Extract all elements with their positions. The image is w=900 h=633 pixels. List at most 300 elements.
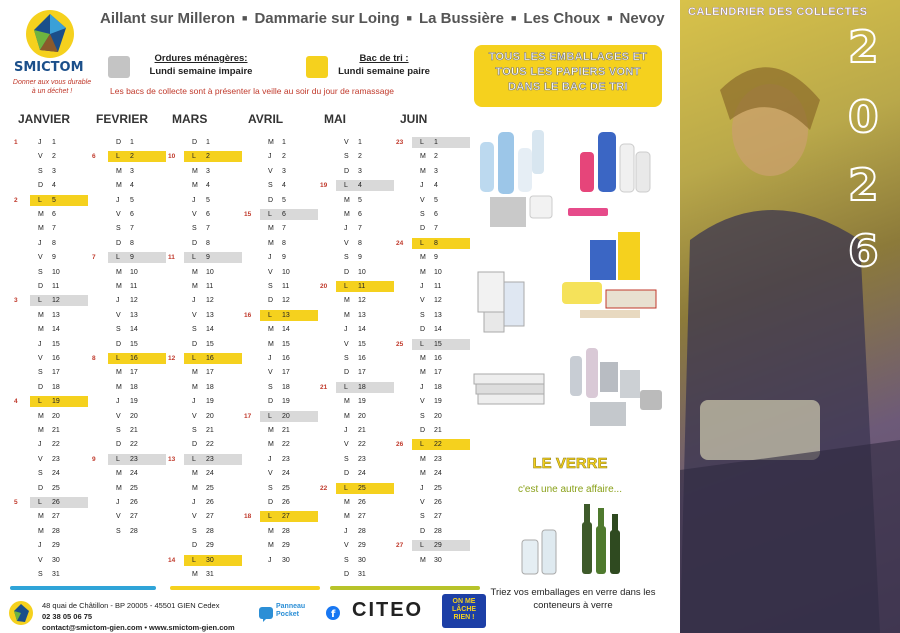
week-number: 20 (320, 283, 328, 290)
calendar-day (396, 511, 472, 522)
day-cell (412, 195, 470, 206)
calendar-day (320, 180, 396, 191)
day-cell (260, 468, 318, 479)
collection-note: Les bacs de collecte sont à présenter la veille au soir du jour de ramassage (110, 86, 394, 96)
day-letter: J (38, 340, 42, 348)
day-number: 28 (130, 527, 138, 535)
day-letter: J (268, 254, 272, 262)
day-number: 9 (206, 254, 210, 262)
calendar-day (320, 324, 396, 335)
day-letter: M (344, 297, 350, 305)
calendar-day (168, 137, 244, 148)
day-number: 3 (130, 167, 134, 175)
week-number: 1 (14, 139, 18, 146)
calendar-day (396, 411, 472, 422)
day-cell (184, 238, 242, 249)
day-cell (336, 569, 394, 580)
day-cell (336, 166, 394, 177)
day-letter: S (192, 427, 197, 434)
day-letter: V (268, 470, 273, 478)
day-letter: L (344, 484, 348, 492)
day-letter: S (116, 326, 121, 334)
week-number: 17 (244, 412, 252, 420)
town-name: La Bussière (418, 10, 504, 27)
day-letter: M (192, 167, 198, 175)
day-letter: V (38, 153, 43, 161)
day-number: 17 (434, 369, 442, 377)
footer-bar-blue (10, 586, 156, 590)
day-letter: D (116, 139, 122, 146)
day-letter: L (420, 239, 424, 247)
year-digit: 6 (848, 226, 879, 277)
day-number: 6 (434, 211, 438, 218)
day-letter: M (38, 412, 44, 420)
day-cell (108, 468, 166, 479)
calendar-day (244, 555, 320, 566)
smictom-logo-icon (20, 6, 80, 62)
day-letter: V (420, 297, 425, 305)
facebook-icon[interactable] (326, 606, 340, 620)
town-name: Nevoy (619, 10, 665, 27)
calendar-day (92, 295, 168, 306)
day-number: 25 (206, 484, 214, 492)
day-number: 26 (282, 499, 290, 506)
calendar-day (92, 411, 168, 422)
day-number: 22 (434, 441, 442, 449)
calendar-day (320, 339, 396, 350)
day-cell (260, 339, 318, 350)
day-letter: D (192, 441, 198, 449)
calendar-day (14, 166, 90, 177)
calendar-day (168, 483, 244, 494)
week-number: 26 (396, 441, 404, 449)
day-cell (336, 439, 394, 450)
day-letter: D (268, 196, 274, 204)
day-letter: M (38, 326, 44, 334)
day-cell (30, 382, 88, 393)
legend-om-title: Ordures ménagères: (154, 53, 248, 64)
panneau-pocket-icon[interactable] (258, 606, 274, 622)
day-letter: S (420, 311, 425, 319)
day-number: 19 (206, 398, 214, 406)
day-number: 30 (358, 556, 366, 564)
day-number: 2 (52, 153, 56, 161)
day-number: 18 (358, 383, 366, 391)
day-number: 14 (282, 326, 290, 334)
day-number: 27 (130, 513, 138, 521)
calendar-day (92, 238, 168, 249)
calendar-day (92, 382, 168, 393)
day-letter: M (344, 398, 350, 406)
day-letter: V (38, 455, 43, 463)
day-letter: M (192, 268, 198, 276)
panneau-pocket-label[interactable]: Panneau Pocket (276, 603, 306, 618)
calendar-day (14, 238, 90, 249)
day-letter: M (420, 369, 426, 377)
day-number: 18 (434, 383, 442, 391)
day-number: 8 (434, 239, 438, 247)
day-number: 8 (130, 239, 134, 247)
day-number: 17 (206, 369, 214, 377)
day-number: 12 (130, 297, 138, 305)
day-cell (336, 223, 394, 234)
day-cell (336, 310, 394, 321)
day-number: 4 (52, 182, 56, 190)
day-letter: S (268, 182, 273, 190)
calendar-day (244, 367, 320, 378)
day-letter: V (116, 211, 121, 218)
month-header-mai: MAI (324, 112, 346, 126)
day-cell (412, 526, 470, 537)
day-cell (336, 511, 394, 522)
day-number: 31 (52, 571, 60, 578)
day-cell (260, 166, 318, 177)
day-cell (336, 267, 394, 278)
day-cell (412, 382, 470, 393)
day-number: 26 (52, 499, 60, 506)
calendar-day (92, 454, 168, 465)
day-cell (108, 295, 166, 306)
day-letter: M (192, 470, 198, 478)
day-letter: M (344, 311, 350, 319)
day-cell (336, 411, 394, 422)
day-letter: S (192, 527, 197, 535)
day-number: 14 (358, 326, 366, 334)
day-number: 13 (358, 311, 366, 319)
week-number: 24 (396, 239, 404, 247)
day-cell (30, 511, 88, 522)
day-letter: V (344, 441, 349, 449)
day-number: 17 (52, 369, 60, 377)
day-cell (108, 137, 166, 148)
day-number: 9 (52, 254, 56, 262)
day-letter: D (38, 383, 44, 391)
day-cell (184, 367, 242, 378)
day-letter: J (38, 239, 42, 247)
day-cell (336, 425, 394, 436)
calendar-day (168, 339, 244, 350)
day-cell (260, 540, 318, 551)
day-letter: M (420, 268, 426, 276)
calendar-day (244, 526, 320, 537)
day-number: 17 (358, 369, 366, 377)
calendar-day (396, 238, 472, 249)
day-number: 27 (206, 513, 214, 521)
svg-text:f: f (331, 609, 336, 620)
day-letter: M (268, 542, 274, 550)
calendar-day (14, 411, 90, 422)
calendar-day (92, 339, 168, 350)
day-number: 25 (52, 484, 60, 492)
day-number: 4 (282, 182, 286, 190)
calendar-day (396, 367, 472, 378)
day-number: 23 (282, 455, 290, 463)
calendar-day (320, 497, 396, 508)
day-number: 23 (130, 455, 138, 463)
month-header-juin: JUIN (400, 112, 428, 126)
calendar-day (396, 295, 472, 306)
week-number: 18 (244, 513, 252, 521)
day-letter: S (192, 326, 197, 334)
calendar-day (396, 195, 472, 206)
day-cell (184, 267, 242, 278)
week-number: 14 (168, 556, 176, 564)
calendar-day (320, 483, 396, 494)
day-number: 21 (206, 427, 214, 434)
day-letter: D (344, 268, 350, 276)
week-number: 10 (168, 153, 176, 161)
calendar-day (14, 540, 90, 551)
day-number: 5 (206, 196, 210, 204)
day-cell (30, 540, 88, 551)
day-letter: L (192, 556, 196, 564)
day-letter: V (192, 211, 197, 218)
calendar-title: CALENDRIER DES COLLECTES (688, 6, 868, 18)
day-letter: M (268, 527, 274, 535)
calendar-day (244, 151, 320, 162)
calendar-day (244, 483, 320, 494)
day-cell (336, 295, 394, 306)
calendar-day (320, 367, 396, 378)
day-number: 28 (206, 527, 214, 535)
calendar-day (92, 353, 168, 364)
day-letter: L (38, 499, 42, 506)
day-number: 24 (52, 470, 60, 478)
tri-collection-marker (412, 439, 470, 450)
calendar-day (320, 454, 396, 465)
day-number: 7 (206, 225, 210, 233)
day-cell (184, 540, 242, 551)
day-cell (30, 238, 88, 249)
day-cell (108, 223, 166, 234)
calendar-day (244, 238, 320, 249)
day-letter: L (268, 412, 272, 420)
calendar-day (14, 324, 90, 335)
calendar-day (396, 252, 472, 263)
day-letter: M (116, 484, 122, 492)
day-cell (336, 137, 394, 148)
day-cell (336, 396, 394, 407)
day-letter: L (268, 311, 272, 319)
day-cell (412, 483, 470, 494)
day-number: 16 (52, 355, 60, 362)
day-number: 2 (206, 153, 210, 161)
day-number: 10 (52, 268, 60, 276)
day-letter: J (420, 283, 424, 290)
calendar-day (14, 353, 90, 364)
calendar-day (14, 252, 90, 263)
calendar-day (244, 540, 320, 551)
day-letter: S (268, 383, 273, 391)
calendar-day (244, 339, 320, 350)
day-number: 3 (434, 167, 438, 175)
day-letter: J (38, 139, 42, 146)
day-letter: M (268, 340, 274, 348)
day-letter: V (116, 513, 121, 521)
day-letter: L (344, 182, 348, 190)
day-letter: V (344, 542, 349, 550)
calendar-day (320, 209, 396, 220)
day-number: 20 (206, 412, 214, 420)
day-cell (336, 540, 394, 551)
day-number: 10 (130, 268, 138, 276)
day-letter: M (116, 268, 122, 276)
year-digit: 2 (848, 22, 879, 73)
day-number: 8 (282, 239, 286, 247)
day-number: 21 (434, 427, 442, 434)
day-letter: J (38, 542, 42, 550)
day-cell (108, 439, 166, 450)
om-collection-marker (336, 180, 394, 191)
day-letter: L (344, 283, 348, 290)
calendar-day (92, 166, 168, 177)
day-cell (184, 310, 242, 321)
calendar-day (244, 223, 320, 234)
day-cell (30, 367, 88, 378)
day-letter: D (420, 225, 426, 233)
day-number: 23 (434, 455, 442, 463)
day-letter: M (344, 412, 350, 420)
calendar-day (396, 310, 472, 321)
day-letter: L (116, 254, 120, 262)
day-cell (412, 252, 470, 263)
day-cell (184, 295, 242, 306)
week-number: 13 (168, 455, 176, 463)
day-number: 5 (434, 196, 438, 204)
day-number: 26 (434, 499, 442, 506)
day-letter: J (420, 484, 424, 492)
day-letter: S (38, 369, 43, 377)
footer (8, 596, 488, 632)
day-number: 30 (434, 556, 442, 564)
tri-collection-marker (412, 238, 470, 249)
day-cell (260, 295, 318, 306)
calendar-day (14, 569, 90, 580)
day-letter: V (38, 254, 43, 262)
calendar-day (396, 353, 472, 364)
om-collection-marker (412, 137, 470, 148)
day-number: 28 (434, 527, 442, 535)
calendar-day (92, 209, 168, 220)
day-number: 7 (358, 225, 362, 233)
footer-phone[interactable]: 02 38 05 06 75 (42, 612, 93, 621)
tri-collection-marker (108, 353, 166, 364)
om-collection-marker (260, 411, 318, 422)
day-number: 3 (282, 167, 286, 175)
day-cell (30, 425, 88, 436)
day-letter: V (192, 513, 197, 521)
day-letter: D (268, 499, 274, 506)
calendar-day (320, 425, 396, 436)
calendar-day (396, 454, 472, 465)
calendar-day (14, 497, 90, 508)
calendar-day (92, 367, 168, 378)
day-letter: J (192, 398, 196, 406)
calendar-day (92, 310, 168, 321)
calendar-day (320, 137, 396, 148)
day-letter: M (192, 182, 198, 190)
day-letter: S (38, 167, 43, 175)
year-digit: 0 (848, 92, 879, 143)
calendar-day (168, 382, 244, 393)
day-number: 26 (206, 499, 214, 506)
day-cell (108, 411, 166, 422)
day-number: 12 (282, 297, 290, 305)
day-cell (184, 483, 242, 494)
day-number: 23 (358, 455, 366, 463)
day-cell (184, 195, 242, 206)
day-letter: M (268, 427, 274, 434)
calendar-day (168, 439, 244, 450)
day-number: 25 (130, 484, 138, 492)
day-cell (260, 382, 318, 393)
day-cell (260, 454, 318, 465)
day-cell (184, 209, 242, 220)
calendar-day (320, 151, 396, 162)
day-number: 13 (206, 311, 214, 319)
day-cell (260, 497, 318, 508)
day-cell (336, 497, 394, 508)
day-cell (260, 353, 318, 364)
footer-contact[interactable]: contact@smictom-gien.com • www.smictom-gien.com (42, 623, 235, 632)
calendar-day (396, 324, 472, 335)
day-number: 10 (358, 268, 366, 276)
calendar-day (92, 396, 168, 407)
om-collection-marker (108, 252, 166, 263)
day-cell (108, 483, 166, 494)
day-cell (108, 166, 166, 177)
day-number: 19 (358, 398, 366, 406)
tri-collection-marker (108, 151, 166, 162)
day-cell (108, 382, 166, 393)
calendar-day (14, 468, 90, 479)
day-letter: D (420, 427, 426, 434)
calendar-day (244, 324, 320, 335)
day-number: 1 (130, 139, 134, 146)
day-letter: M (268, 139, 274, 146)
om-collection-marker (184, 454, 242, 465)
calendar-day (320, 223, 396, 234)
day-cell (108, 238, 166, 249)
day-letter: L (420, 139, 424, 146)
day-cell (108, 511, 166, 522)
day-cell (184, 137, 242, 148)
day-number: 9 (282, 254, 286, 262)
smictom-small-logo-icon (8, 600, 34, 626)
day-cell (30, 411, 88, 422)
day-number: 12 (434, 297, 442, 305)
calendar-day (14, 555, 90, 566)
calendar-day (320, 411, 396, 422)
day-cell (108, 281, 166, 292)
day-letter: V (116, 412, 121, 420)
day-letter: J (38, 441, 42, 449)
day-cell (184, 439, 242, 450)
day-number: 11 (434, 283, 442, 290)
day-number: 22 (282, 441, 290, 449)
day-number: 6 (206, 211, 210, 218)
calendar-day (92, 180, 168, 191)
calendar-day (168, 281, 244, 292)
day-number: 17 (282, 369, 290, 377)
day-letter: L (192, 455, 196, 463)
day-number: 21 (358, 427, 366, 434)
town-name: Dammarie sur Loing (254, 10, 400, 27)
calendar-day (168, 310, 244, 321)
day-number: 17 (130, 369, 138, 377)
calendar-day (168, 195, 244, 206)
day-cell (108, 209, 166, 220)
